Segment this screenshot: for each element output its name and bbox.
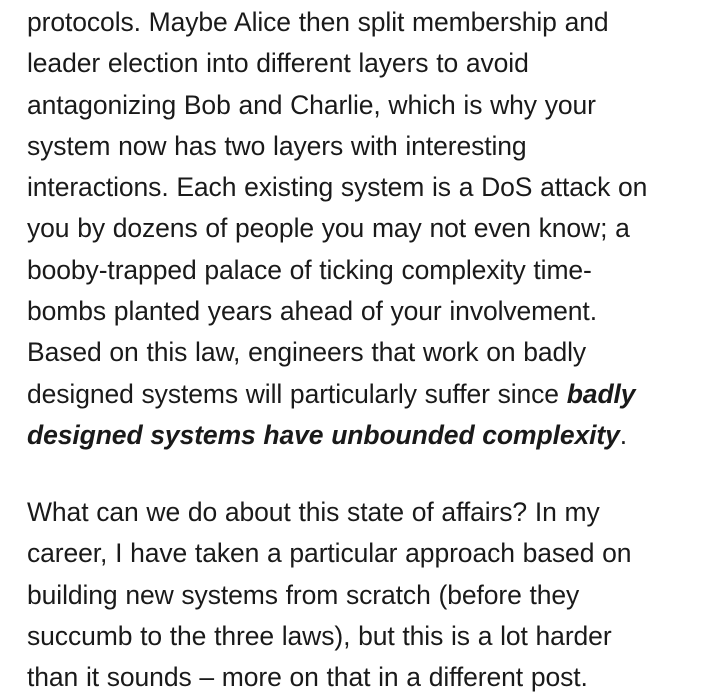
text-line: than it sounds – more on that in a different post. xyxy=(27,662,588,693)
end-punctuation: . xyxy=(619,419,627,450)
text-line: Based on this law, engineers that work on badly xyxy=(27,337,587,368)
text-line: protocols. Maybe Alice then split membership and xyxy=(27,7,609,37)
text-line: career, I have taken a particular approach based on xyxy=(27,538,632,569)
text-line: bombs planted years ahead of your involvement. xyxy=(27,296,597,327)
text-line: system now has two layers with interesting xyxy=(27,130,527,161)
emphasis-text: badly xyxy=(566,378,636,409)
text-line: antagonizing Bob and Charlie, which is why your xyxy=(27,89,596,120)
emphasis-text: designed systems have unbounded complexity xyxy=(27,419,620,450)
text-line: leader election into different layers to avoid xyxy=(27,48,529,79)
text-line: you by dozens of people you may not even know; a xyxy=(27,213,630,244)
text-line: succumb to the three laws), but this is a lot harder xyxy=(27,620,612,651)
paragraph-1 xyxy=(27,2,647,456)
text-line xyxy=(27,415,647,456)
text-line-start: designed systems will particularly suffer since xyxy=(27,378,567,409)
text-line: building new systems from scratch (before they xyxy=(27,579,580,610)
text-line xyxy=(27,374,647,415)
text-line: interactions. Each existing system is a DoS attack on xyxy=(27,172,648,203)
text-line: booby-trapped palace of ticking complexity time- xyxy=(27,254,592,285)
text-line: What can we do about this state of affairs? In my xyxy=(27,497,600,527)
paragraph-2 xyxy=(27,492,631,698)
